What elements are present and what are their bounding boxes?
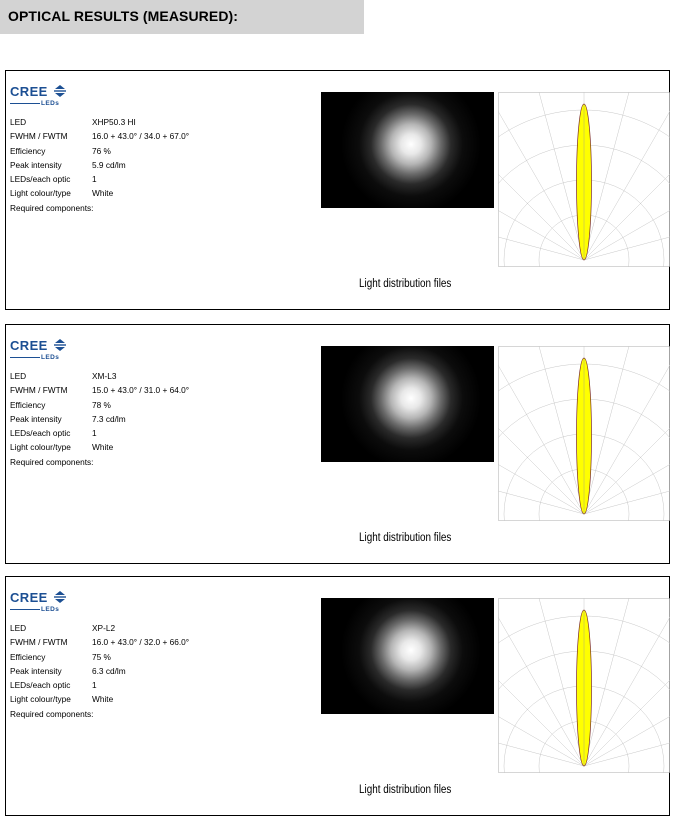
spec-row-leds bbox=[10, 426, 189, 440]
spec-value: 1 bbox=[92, 174, 97, 185]
spec-list bbox=[10, 369, 189, 469]
spec-value: 78 % bbox=[92, 399, 111, 410]
section-title: OPTICAL RESULTS (MEASURED): bbox=[8, 8, 239, 24]
logo-brand: CREE bbox=[10, 84, 48, 99]
spec-value: XM-L3 bbox=[92, 371, 117, 381]
spec-row-efficiency bbox=[10, 144, 189, 158]
spec-label: Light colour/type bbox=[10, 188, 71, 199]
spec-label: FWHM / FWTM bbox=[10, 385, 68, 396]
spec-row-required bbox=[10, 201, 189, 215]
logo-sub: LEDs bbox=[41, 354, 60, 361]
spec-value: 76 % bbox=[92, 145, 111, 156]
spec-value: 1 bbox=[92, 428, 97, 439]
light-distribution-files-link[interactable]: Light distribution files bbox=[359, 532, 452, 544]
light-distribution-files-link[interactable]: Light distribution files bbox=[359, 784, 452, 796]
polar-intensity-diagram bbox=[498, 598, 670, 773]
logo-underline bbox=[10, 609, 40, 610]
cree-arrows-icon bbox=[54, 339, 66, 351]
light-distribution-files-link[interactable]: Light distribution files bbox=[359, 278, 452, 290]
spec-value: XHP50.3 HI bbox=[92, 117, 136, 127]
logo-underline bbox=[10, 357, 40, 358]
spec-label: Efficiency bbox=[10, 399, 46, 410]
spec-label: Light colour/type bbox=[10, 442, 71, 453]
spec-label: LEDs/each optic bbox=[10, 174, 71, 185]
spec-label: LEDs/each optic bbox=[10, 680, 71, 691]
spec-label: LED bbox=[10, 371, 27, 381]
optic-result-card bbox=[5, 324, 670, 564]
logo-sub: LEDs bbox=[41, 606, 60, 613]
spec-row-peak bbox=[10, 412, 189, 426]
spec-value: 16.0 + 43.0° / 34.0 + 67.0° bbox=[92, 131, 190, 142]
spec-label: Required components: bbox=[10, 202, 94, 213]
beam-pattern-image bbox=[321, 598, 494, 714]
logo-underline bbox=[10, 103, 40, 104]
spec-value: White bbox=[92, 188, 114, 199]
spec-row-colour bbox=[10, 440, 189, 454]
spec-value: 16.0 + 43.0° / 32.0 + 66.0° bbox=[92, 637, 190, 648]
spec-label: Peak intensity bbox=[10, 159, 62, 170]
spec-value: 7.3 cd/lm bbox=[92, 413, 126, 424]
cree-logo bbox=[10, 590, 72, 620]
spec-value: XP-L2 bbox=[92, 623, 116, 633]
spec-row-peak bbox=[10, 158, 189, 172]
spec-row-leds bbox=[10, 678, 189, 692]
spec-label: Peak intensity bbox=[10, 413, 62, 424]
logo-brand: CREE bbox=[10, 338, 48, 353]
spec-row-efficiency bbox=[10, 398, 189, 412]
spec-label: Efficiency bbox=[10, 651, 46, 662]
spec-label: Light colour/type bbox=[10, 694, 71, 705]
spec-value: 6.3 cd/lm bbox=[92, 665, 126, 676]
logo-sub: LEDs bbox=[41, 100, 60, 107]
logo-brand: CREE bbox=[10, 590, 48, 605]
spec-label: FWHM / FWTM bbox=[10, 131, 68, 142]
spec-list bbox=[10, 115, 189, 215]
polar-intensity-diagram bbox=[498, 92, 670, 267]
spec-row-leds bbox=[10, 172, 189, 186]
cree-logo bbox=[10, 84, 72, 114]
spec-label: FWHM / FWTM bbox=[10, 637, 68, 648]
spec-label: Required components: bbox=[10, 456, 94, 467]
spec-row-colour bbox=[10, 186, 189, 200]
spec-row-led bbox=[10, 369, 189, 383]
spec-row-fwhm bbox=[10, 635, 189, 649]
spec-row-fwhm bbox=[10, 129, 189, 143]
spec-value: White bbox=[92, 442, 114, 453]
spec-value: 1 bbox=[92, 680, 97, 691]
cree-arrows-icon bbox=[54, 85, 66, 97]
polar-intensity-diagram bbox=[498, 346, 670, 521]
spec-row-fwhm bbox=[10, 383, 189, 397]
spec-row-efficiency bbox=[10, 650, 189, 664]
spec-row-colour bbox=[10, 692, 189, 706]
spec-row-led bbox=[10, 115, 189, 129]
spec-row-required bbox=[10, 455, 189, 469]
beam-pattern-image bbox=[321, 92, 494, 208]
spec-list bbox=[10, 621, 189, 721]
spec-label: Required components: bbox=[10, 708, 94, 719]
spec-value: White bbox=[92, 694, 114, 705]
spec-label: LEDs/each optic bbox=[10, 428, 71, 439]
spec-value: 15.0 + 43.0° / 31.0 + 64.0° bbox=[92, 385, 190, 396]
optic-result-card bbox=[5, 70, 670, 310]
spec-label: LED bbox=[10, 117, 27, 127]
spec-value: 75 % bbox=[92, 651, 111, 662]
cree-logo bbox=[10, 338, 72, 368]
beam-pattern-image bbox=[321, 346, 494, 462]
section-header bbox=[0, 0, 364, 34]
spec-label: Efficiency bbox=[10, 145, 46, 156]
spec-label: Peak intensity bbox=[10, 665, 62, 676]
spec-label: LED bbox=[10, 623, 27, 633]
spec-row-peak bbox=[10, 664, 189, 678]
cree-arrows-icon bbox=[54, 591, 66, 603]
spec-row-required bbox=[10, 707, 189, 721]
spec-row-led bbox=[10, 621, 189, 635]
spec-value: 5.9 cd/lm bbox=[92, 159, 126, 170]
optic-result-card bbox=[5, 576, 670, 816]
